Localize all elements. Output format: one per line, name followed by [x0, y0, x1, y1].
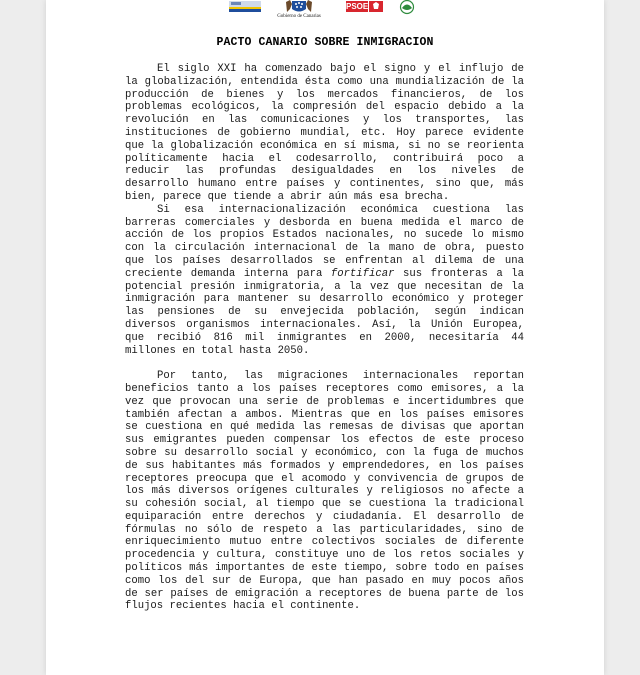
document-body	[125, 63, 524, 613]
psoe-text: PSOE	[346, 2, 369, 11]
header-logos	[228, 0, 468, 22]
document-page	[46, 0, 604, 675]
document-title: PACTO CANARIO SOBRE INMIGRACION	[216, 36, 434, 49]
paragraph-2	[125, 204, 524, 358]
paragraph-2-part-1: Si esa internacionalización económica cuestiona las barreras comerciales y desborda en buena medida el marco de acción de los propios Estados nacionales, no sucede lo mismo con la circulación internacional de la mano de obra, puesto que los países desarrollados se enfrentan al dilema de una creciente demanda interna para	[125, 203, 524, 280]
cabildo-logo	[228, 0, 262, 13]
paragraph-3: Por tanto, las migraciones internacionales reportan beneficios tanto a los países receptores como emisores, a la vez que provocan una serie de problemas e incertidumbres que también afectan a ambos. Mientras que en los países emisores se cuestiona en qué medida las remesas de divisas que aportan sus emigrantes pueden compensar los efectos de este proceso sobre su desarrollo social y económico, con la fuga de muchos de sus habitantes más formados y emprendedores, en los países receptores preocupa que el acomodo y convivencia de grupos de los más diversos orígenes culturales y religiosos no afecte a su cohesión social, al tiempo que se cuestiona la tradicional equiparación entre derechos y ciudadanía. El desarrollo de fórmulas no sólo de respeto a las particularidades, sino de enriquecimiento mutuo entre colectivos sociales de diferente procedencia y cultura, constituye uno de los retos sociales y políticos más importantes de este tiempo, sobre todo en países como los del sur de Europa, que han pasado en muy pocos años de ser países de emigración a receptores de buena parte de los flujos recientes hacia el continente.	[125, 370, 524, 613]
paragraph-1: El siglo XXI ha comenzado bajo el signo y el influjo de la globalización, entendida ésta como una mundialización de la producción de bienes y los mercados financieros, de los problemas ecológicos, la compresión del espacio debido a la revolución en las comunicaciones y los transportes, las instituciones de gobierno mundial, etc. Hoy parece evidente que la globalización económica en sí misma, si no se reorienta políticamente hacia el codesarrollo, contribuirá poco a reducir las profundas desigualdades en los niveles de desarrollo humano entre países y continentes, sino que, más bien, parece que tiende a abrir aún más esa brecha.	[125, 63, 524, 203]
gobierno-de-canarias-logo	[268, 0, 330, 22]
paragraph-2-italic: fortificar	[330, 267, 395, 280]
gobierno-caption: Gobierno de Canarias	[277, 14, 321, 19]
psoe-logo	[346, 0, 384, 13]
iu-logo	[396, 0, 418, 15]
paragraph-2-part-2: sus fronteras a la potencial presión inmigratoria, a la vez que necesitan de la inmigración para mantener su desarrollo económico y proteger las pensiones de su envejecida población, según indican diversos organismos internacionales. Así, la Unión Europea, que recibió 816 mil inmigrantes en 2000, necesitaría 44 millones en total hasta 2050.	[125, 267, 524, 357]
